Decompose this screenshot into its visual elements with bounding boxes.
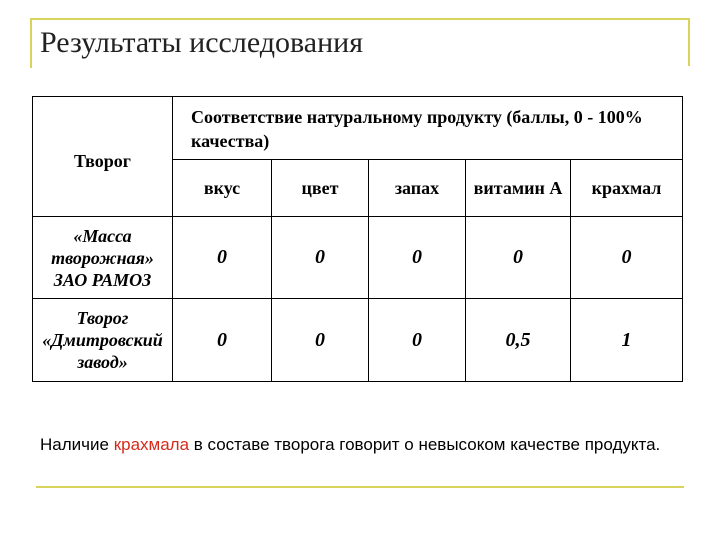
table-cell: 0 <box>369 299 466 382</box>
table-row <box>33 216 683 299</box>
row-label: Творог «Дмитровский завод» <box>33 299 173 382</box>
table-cell: 0 <box>272 299 369 382</box>
group-header-text: Соответствие натуральному продукту (баллы, 0 - 100% качества) <box>191 106 643 151</box>
slide-title: Результаты исследования <box>40 26 363 59</box>
results-table <box>32 96 683 382</box>
note-highlight: крахмала <box>113 435 190 454</box>
table-cell: 0 <box>369 216 466 299</box>
table-row <box>33 299 683 382</box>
conclusion-note <box>40 434 680 456</box>
col-header-smell: запах <box>369 159 466 216</box>
table-cell: 0 <box>466 216 571 299</box>
frame-line-left <box>30 18 32 68</box>
row-label: «Масса творожная» ЗАО РАМОЗ <box>33 216 173 299</box>
table-cell: 0 <box>272 216 369 299</box>
table-cell: 0 <box>173 299 272 382</box>
frame-line-right <box>688 18 690 66</box>
table-cell: 0 <box>173 216 272 299</box>
corner-cell <box>33 97 173 217</box>
col-header-taste: вкус <box>173 159 272 216</box>
col-header-vitamin-a: витамин А <box>466 159 571 216</box>
corner-label: Творог <box>74 150 131 171</box>
table-cell: 1 <box>571 299 683 382</box>
frame-line-top <box>30 18 690 20</box>
table-cell: 0 <box>571 216 683 299</box>
group-header <box>173 97 683 160</box>
col-header-color: цвет <box>272 159 369 216</box>
frame-line-bottom <box>36 486 684 488</box>
table-header-row <box>33 97 683 160</box>
note-text-after: в составе творога говорит о невысоком качестве продукта. <box>189 435 661 454</box>
table-cell: 0,5 <box>466 299 571 382</box>
note-text-before: Наличие <box>40 435 114 454</box>
col-header-starch: крахмал <box>571 159 683 216</box>
